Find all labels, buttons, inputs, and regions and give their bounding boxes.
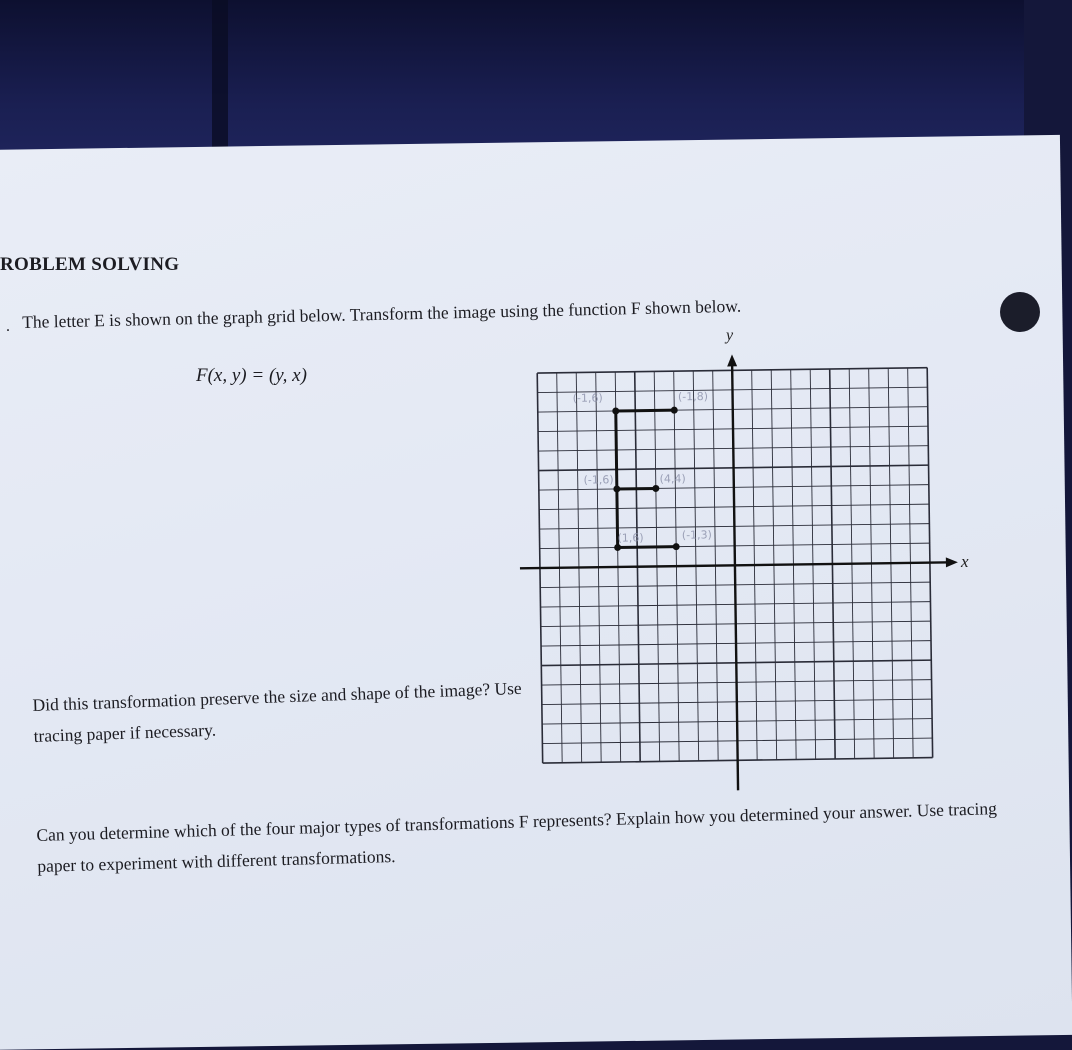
background-shadow (212, 0, 228, 160)
letter-e-vertex (671, 407, 678, 414)
handwritten-note: (4,4) (659, 472, 686, 486)
handwritten-note: (-1,6) (583, 473, 614, 487)
letter-e-vertex (614, 544, 621, 551)
handwritten-annotations (573, 390, 712, 545)
handwritten-note: (1,6) (617, 531, 644, 545)
y-axis-arrow (727, 354, 737, 366)
letter-e-vertex (612, 407, 619, 414)
handwritten-note: (-1,6) (572, 391, 603, 405)
letter-e-segment (616, 411, 618, 547)
function-definition: F(x, y) = (y, x) (196, 365, 307, 386)
letter-e-segment (616, 410, 674, 411)
problem-marker: . (6, 318, 10, 335)
letter-e-segment (617, 488, 656, 489)
letter-e-vertex (673, 543, 680, 550)
x-axis-arrow (946, 557, 958, 567)
letter-e-vertex (613, 485, 620, 492)
handwritten-note: (-1,8) (677, 389, 709, 404)
axes (517, 351, 961, 793)
coordinate-grid (520, 327, 1000, 800)
letter-e-segment (618, 547, 676, 548)
letter-e-vertex (652, 485, 659, 492)
y-axis-label: y (726, 327, 734, 344)
question-preserve-shape: Did this transformation preserve the size and shape of the image? Use tracing paper if necessary. (32, 677, 522, 746)
question-transformation-type: Can you determine which of the four major types of transformations F represents? Explain how you determined your answer. Use tracing paper to experiment with different transformations. (36, 798, 998, 876)
problem-statement: The letter E is shown on the graph grid below. Transform the image using the function F shown below. (22, 295, 742, 332)
y-axis (732, 362, 738, 790)
x-axis-label: x (961, 552, 969, 571)
section-heading: ROBLEM SOLVING (0, 254, 180, 275)
handwritten-note: (-1,3) (681, 528, 712, 542)
binder-tab (1000, 292, 1040, 332)
